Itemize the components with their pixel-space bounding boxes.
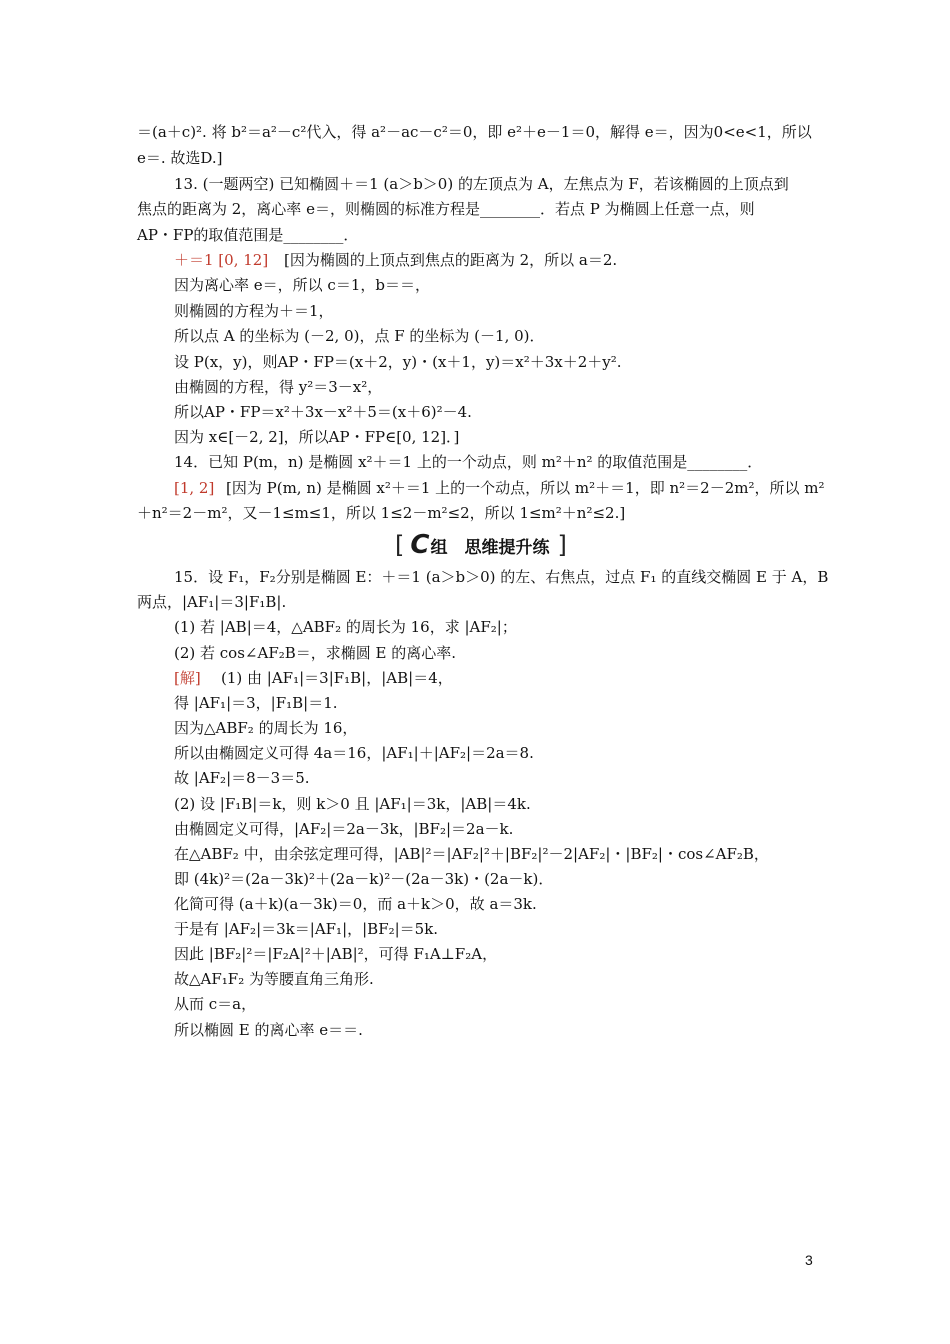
- text-line: 因为△ABF₂ 的周长为 16，: [174, 719, 358, 737]
- answer-13: ＋＝1 [0, 12]: [174, 251, 269, 269]
- question-14: 14．已知 P(m，n) 是椭圆 x²＋＝1 上的一个动点，则 m²＋n² 的取值范围是________．: [174, 453, 763, 471]
- bracket-left: [: [395, 531, 405, 559]
- text-line: 所以由椭圆定义可得 4a＝16，|AF₁|＋|AF₂|＝2a＝8.: [174, 744, 534, 762]
- text-line: 因为 x∈[－2, 2]，所以AP・FP∈[0, 12]．]: [174, 428, 460, 446]
- solution-label: [解]: [174, 669, 201, 687]
- text-line: 所以点 A 的坐标为 (－2, 0)，点 F 的坐标为 (－1, 0)．: [174, 327, 545, 345]
- text-line: 因为离心率 e＝，所以 c＝1，b＝＝，: [174, 276, 430, 294]
- text-line: 从而 c＝a，: [174, 995, 257, 1013]
- text-line: (2) 若 cos∠AF₂B＝，求椭圆 E 的离心率.: [174, 644, 457, 662]
- question-15: 15．设 F₁，F₂分别是椭圆 E：＋＝1 (a＞b＞0) 的左、右焦点，过点 F₁ 的直线交椭圆 E 于 A，B: [174, 568, 829, 586]
- text-line: 故 |AF₂|＝8－3＝5.: [174, 769, 310, 787]
- text-line: 由椭圆的方程，得 y²＝3－x²，: [174, 378, 383, 396]
- text-line: [因为椭圆的上顶点到焦点的距离为 2，所以 a＝2.: [284, 251, 618, 269]
- text-line: 得 |AF₁|＝3，|F₁B|＝1.: [174, 694, 338, 712]
- text-line: 因此 |BF₂|²＝|F₂A|²＋|AB|²，可得 F₁A⊥F₂A，: [174, 945, 498, 963]
- text-line: AP・FP的取值范围是________．: [137, 226, 359, 244]
- text-line: 两点，|AF₁|＝3|F₁B|.: [137, 593, 287, 611]
- text-line: (2) 设 |F₁B|＝k，则 k＞0 且 |AF₁|＝3k，|AB|＝4k.: [174, 795, 531, 813]
- bracket-right: ]: [557, 531, 567, 559]
- page-number: 3: [805, 1252, 813, 1268]
- text-line: 于是有 |AF₂|＝3k＝|AF₁|，|BF₂|＝5k.: [174, 920, 439, 938]
- group-letter: C: [410, 530, 429, 560]
- text-line: 设 P(x，y)，则AP・FP＝(x＋2，y)・(x＋1，y)＝x²＋3x＋2＋y².: [174, 353, 622, 371]
- group-title: 组 思维提升练: [430, 537, 550, 558]
- text-line: 则椭圆的方程为＋＝1，: [174, 302, 334, 320]
- text-line: (1) 由 |AF₁|＝3|F₁B|，|AB|＝4，: [221, 669, 453, 687]
- text-line: 化简可得 (a＋k)(a－3k)＝0，而 a＋k＞0，故 a＝3k.: [174, 895, 537, 913]
- text-line: 在△ABF₂ 中，由余弦定理可得，|AB|²＝|AF₂|²＋|BF₂|²－2|AF₂|・|BF₂|・cos∠AF₂B，: [174, 845, 769, 863]
- text-line: ＝(a＋c)². 将 b²＝a²－c²代入，得 a²－ac－c²＝0，即 e²＋e－1＝0，解得 e＝，因为0<e<1，所以: [137, 123, 812, 141]
- text-line: 故△AF₁F₂ 为等腰直角三角形.: [174, 970, 374, 988]
- text-line: ＋n²＝2－m²，又－1≤m≤1，所以 1≤2－m²≤2，所以 1≤m²＋n²≤2.]: [137, 504, 626, 522]
- text-line: e＝. 故选D.]: [137, 149, 223, 167]
- text-line: (1) 若 |AB|＝4，△ABF₂ 的周长为 16，求 |AF₂|；: [174, 618, 517, 636]
- section-header-group-c: [395, 530, 567, 560]
- text-line: 所以AP・FP＝x²＋3x－x²＋5＝(x＋6)²－4.: [174, 403, 472, 421]
- text-line: 焦点的距离为 2，离心率 e＝，则椭圆的标准方程是________．若点 P 为椭圆上任意一点，则: [137, 200, 755, 218]
- text-line: [因为 P(m, n) 是椭圆 x²＋＝1 上的一个动点，所以 m²＋＝1，即 n²＝2－2m²，所以 m²: [226, 479, 825, 497]
- question-13: 13. (一题两空) 已知椭圆＋＝1 (a＞b＞0) 的左顶点为 A，左焦点为 F，若该椭圆的上顶点到: [174, 175, 789, 193]
- text-line: 即 (4k)²＝(2a－3k)²＋(2a－k)²－(2a－3k)・(2a－k)．: [174, 870, 554, 888]
- answer-14: [1, 2]: [174, 479, 215, 497]
- text-line: 所以椭圆 E 的离心率 e＝＝.: [174, 1021, 363, 1039]
- text-line: 由椭圆定义可得，|AF₂|＝2a－3k，|BF₂|＝2a－k.: [174, 820, 514, 838]
